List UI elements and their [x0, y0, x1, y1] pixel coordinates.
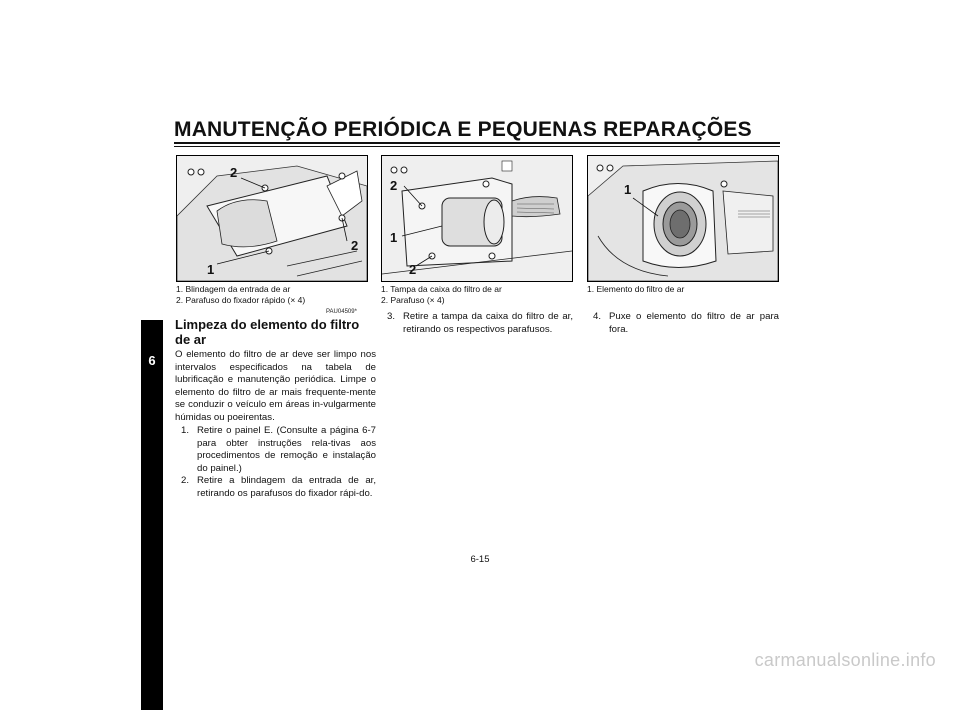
- step-number: 2.: [181, 475, 190, 487]
- callout-2: 2: [390, 178, 398, 193]
- page-number: 6-15: [470, 554, 490, 565]
- section-tab: [141, 320, 163, 710]
- figure-2-captions: [381, 284, 502, 306]
- caption-line: 2. Parafuso (× 4): [381, 295, 445, 305]
- figure-air-filter-element: [587, 155, 779, 282]
- callout-2: 2: [351, 238, 359, 253]
- section-tab-number: 6: [148, 353, 156, 368]
- caption-line: 1. Blindagem da entrada de ar: [176, 284, 291, 294]
- caption-line: 2. Parafuso do fixador rápido (× 4): [176, 295, 306, 305]
- figure-1-captions: [176, 284, 305, 306]
- step-number: 3.: [387, 311, 396, 322]
- reference-code: PAU04509*: [326, 309, 357, 315]
- step-text: Retire o painel E. (Consulte a página 6-7 para obter instruções rela-tivas aos procedimentos de remoção e instalação do painel.): [197, 425, 376, 474]
- callout-2: 2: [230, 165, 238, 180]
- step-item: [181, 475, 376, 500]
- steps-column-3: [593, 311, 779, 336]
- step-item: [181, 425, 376, 475]
- callout-1: 1: [624, 182, 632, 197]
- page-title: MANUTENÇÃO PERIÓDICA E PEQUENAS REPARAÇÕES: [174, 118, 752, 141]
- step-number: 1.: [181, 425, 190, 436]
- figure-3-captions: [587, 284, 684, 295]
- callout-1: 1: [207, 262, 215, 277]
- callout-2: 2: [409, 262, 417, 277]
- callout-1: 1: [390, 230, 398, 245]
- step-text: Puxe o elemento do filtro de ar para fora.: [609, 311, 779, 335]
- steps-column-2: [387, 311, 573, 336]
- step-item: [593, 311, 779, 336]
- step-text: Retire a blindagem da entrada de ar, retirando os parafusos do fixador rápi-do.: [197, 475, 376, 499]
- section-intro: O elemento do filtro de ar deve ser limpo nos intervalos especificados na tabela de lubrificação e manutenção periódica. Limpe o elemento do filtro de ar mais frequente-mente se conduzir o veículo em áreas in-vulgarmente húmidas ou poeirentas.: [175, 349, 376, 423]
- step-text: Retire a tampa da caixa do filtro de ar, retirando os respectivos parafusos.: [403, 311, 573, 335]
- step-item: [387, 311, 573, 336]
- step-number: 4.: [593, 311, 602, 322]
- caption-line: 1. Elemento do filtro de ar: [587, 284, 685, 294]
- steps-column-1: [181, 425, 376, 501]
- title-rule-thin: [174, 146, 780, 147]
- section-heading: Limpeza do elemento do filtro de ar: [175, 317, 360, 347]
- figure-air-filter-case-cover: [381, 155, 573, 282]
- title-rule: [174, 142, 780, 144]
- watermark: carmanualsonline.info: [754, 650, 936, 670]
- air-intake-shield-illustration: [177, 156, 367, 281]
- air-filter-element-illustration: [588, 156, 778, 281]
- figure-air-intake-shield: [176, 155, 368, 282]
- caption-line: 1. Tampa da caixa do filtro de ar: [381, 284, 502, 294]
